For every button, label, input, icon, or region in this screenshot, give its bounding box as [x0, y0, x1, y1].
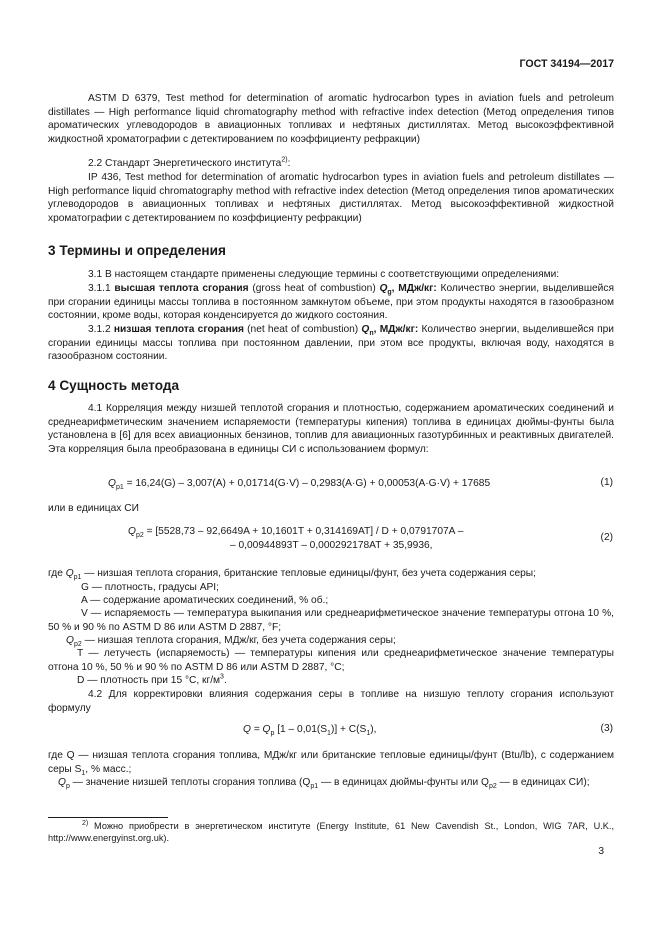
si-units-text: или в единицах СИ [48, 503, 139, 514]
footnote-text: Можно приобрести в энергетическом институте (Energy Institute, 61 New Cavendish St., London, WIG 7AR, U.K., http://www.energyinst.org.uk). [48, 821, 614, 844]
where-qp1: где $Q_{p1}$ — низшая теплота сгорания, британские тепловые единицы/фунт, без учета содержания серы; [48, 568, 536, 582]
where-qp-value: $Q_p$ — значение низшей теплоты сгорания топлива ($Q_{p1}$ — в единицах дюймы-фунты или $Q_{p2}$ — в единицах СИ); [58, 777, 590, 791]
term-net-heat-name: низшая теплота сгорания [113, 324, 244, 335]
section-3-title: 3 Термины и определения [48, 243, 226, 258]
footnote-ref-2[interactable]: 2) [281, 156, 288, 164]
where-qp2: $Q_{p2}$ — низшая теплота сгорания, МДж/кг, без учета содержания серы; [66, 635, 396, 649]
ref-astm-d6379: ASTM D 6379, Test method for determination of aromatic hydrocarbon types in aviation fuels and petroleum distillates — High performance liquid chromatography method with refractive index detection (Метод определения типов ароматических углеводородов в авиационных топливах и нефтяных дистиллятах. Метод высокоэффективной жидкостной хроматографии с детектированием по коэффициенту рефракции) [48, 93, 614, 145]
equation-3: $Q = Q_p$ $[1 - 0,01(S_1)] + C(S_1)$, [243, 724, 377, 738]
section-4-title: 4 Сущность метода [48, 378, 180, 393]
term-gross-heat-name: высшая теплота сгорания [114, 283, 249, 294]
paragraph-4-1: 4.1 Корреляция между низшей теплотой сгорания и плотностью, содержанием ароматических соединений и среднеарифметическим значением испаряемости (температуры кипения) топлива в единицах дюймы-фунты была установлена в [6] для всех авиационных бензинов, топлив для авиационных газотурбинных и реактивных двигателей. Эта корреляция была преобразована в единицы СИ с использованием формул: [48, 403, 614, 455]
ref-ip-436: IP 436, Test method for determination of aromatic hydrocarbon types in aviation fuels and petroleum distillates — High performance liquid chromatography method with refractive index detection (Метод определения типов ароматических углеводородов в авиационных топливах и нефтяных дистиллятах. Метод высокоэффективной жидкостной хроматографии с детектированием по коэффициенту рефракции) [48, 172, 614, 224]
equation-2-line-2: – 0,00944893T – 0,000292178AT + 35,9936, [230, 540, 433, 551]
where-a: A — содержание ароматических соединений, % об.; [81, 595, 329, 606]
section-3-intro: 3.1 В настоящем стандарте применены следующие термины с соответствующими определениями: [88, 269, 560, 280]
where-q-sulfur: где Q — низшая теплота сгорания топлива, МДж/кг или британские тепловые единицы/фунт (Btu/lb), с содержанием серы $S_1$, % масс.; [48, 750, 614, 777]
where-v: V — испаряемость — температура выкипания или среднеарифметическое значение температуры отгона 10 %, 50 % и 90 % по ASTM D 86 или ASTM D 2887, °F; [48, 608, 614, 633]
where-t: T — летучесть (испаряемость) — температуры кипения или среднеарифметическое значение температуры отгона 10 %, 50 % и 90 % по ASTM D 86 или ASTM D 2887, °C; [48, 648, 614, 673]
paragraph-4-2: 4.2 Для корректировки влияния содержания серы в топливе на низшую теплоту сгорания используют формулу [48, 689, 614, 714]
term-net-heat: 3.1.2 низшая теплота сгорания (net heat of combustion) $Q_n$, МДж/кг: Количество энергии, выделившейся при сгорании единицы массы топлива при постоянном давлении, при этом все продукты, включая воду, находятся в газообразном состоянии. [48, 324, 614, 363]
page-number: 3 [598, 846, 604, 857]
equation-1-number: (1) [600, 477, 613, 488]
equation-3-number: (3) [600, 723, 613, 734]
where-g: G — плотность, градусы API; [81, 582, 219, 593]
term-gross-heat: 3.1.1 высшая теплота сгорания (gross heat of combustion) $Q_g$, МДж/кг: Количество энергии, выделившейся при сгорании единицы массы топлива в постоянном замкнутом объеме, при этом продукты находятся в газообразном состоянии, кроме воды, которая конденсируется до жидкого состояния. [48, 283, 614, 322]
ref-energy-institute-text: 2.2 Стандарт Энергетического института [88, 158, 282, 169]
ref-energy-institute-heading: 2.2 Стандарт Энергетического института$^{2)}$: [88, 156, 291, 169]
where-d: D — плотность при 15 °C, $кг/м^3$. [77, 673, 227, 686]
footnote-2 [48, 820, 614, 845]
footnote-divider [48, 817, 168, 818]
equation-2-number: (2) [600, 532, 613, 543]
footnote-mark: 2) [82, 819, 89, 827]
equation-1: $Q_{p1} = 16,24(G) - 3,007(A) + 0,01714(G\cdot V) - 0,2983(A\cdot G) + 0,00053(A\cdot G\cdot V) + 17685$ [108, 478, 491, 492]
standard-header: ГОСТ 34194—2017 [519, 58, 614, 70]
equation-2-line-1: $Q_{p2} = [5528,73 - 92,6649A + 10,1601T + 0,314169AT] / D + 0,0791707A$ – [128, 526, 464, 540]
